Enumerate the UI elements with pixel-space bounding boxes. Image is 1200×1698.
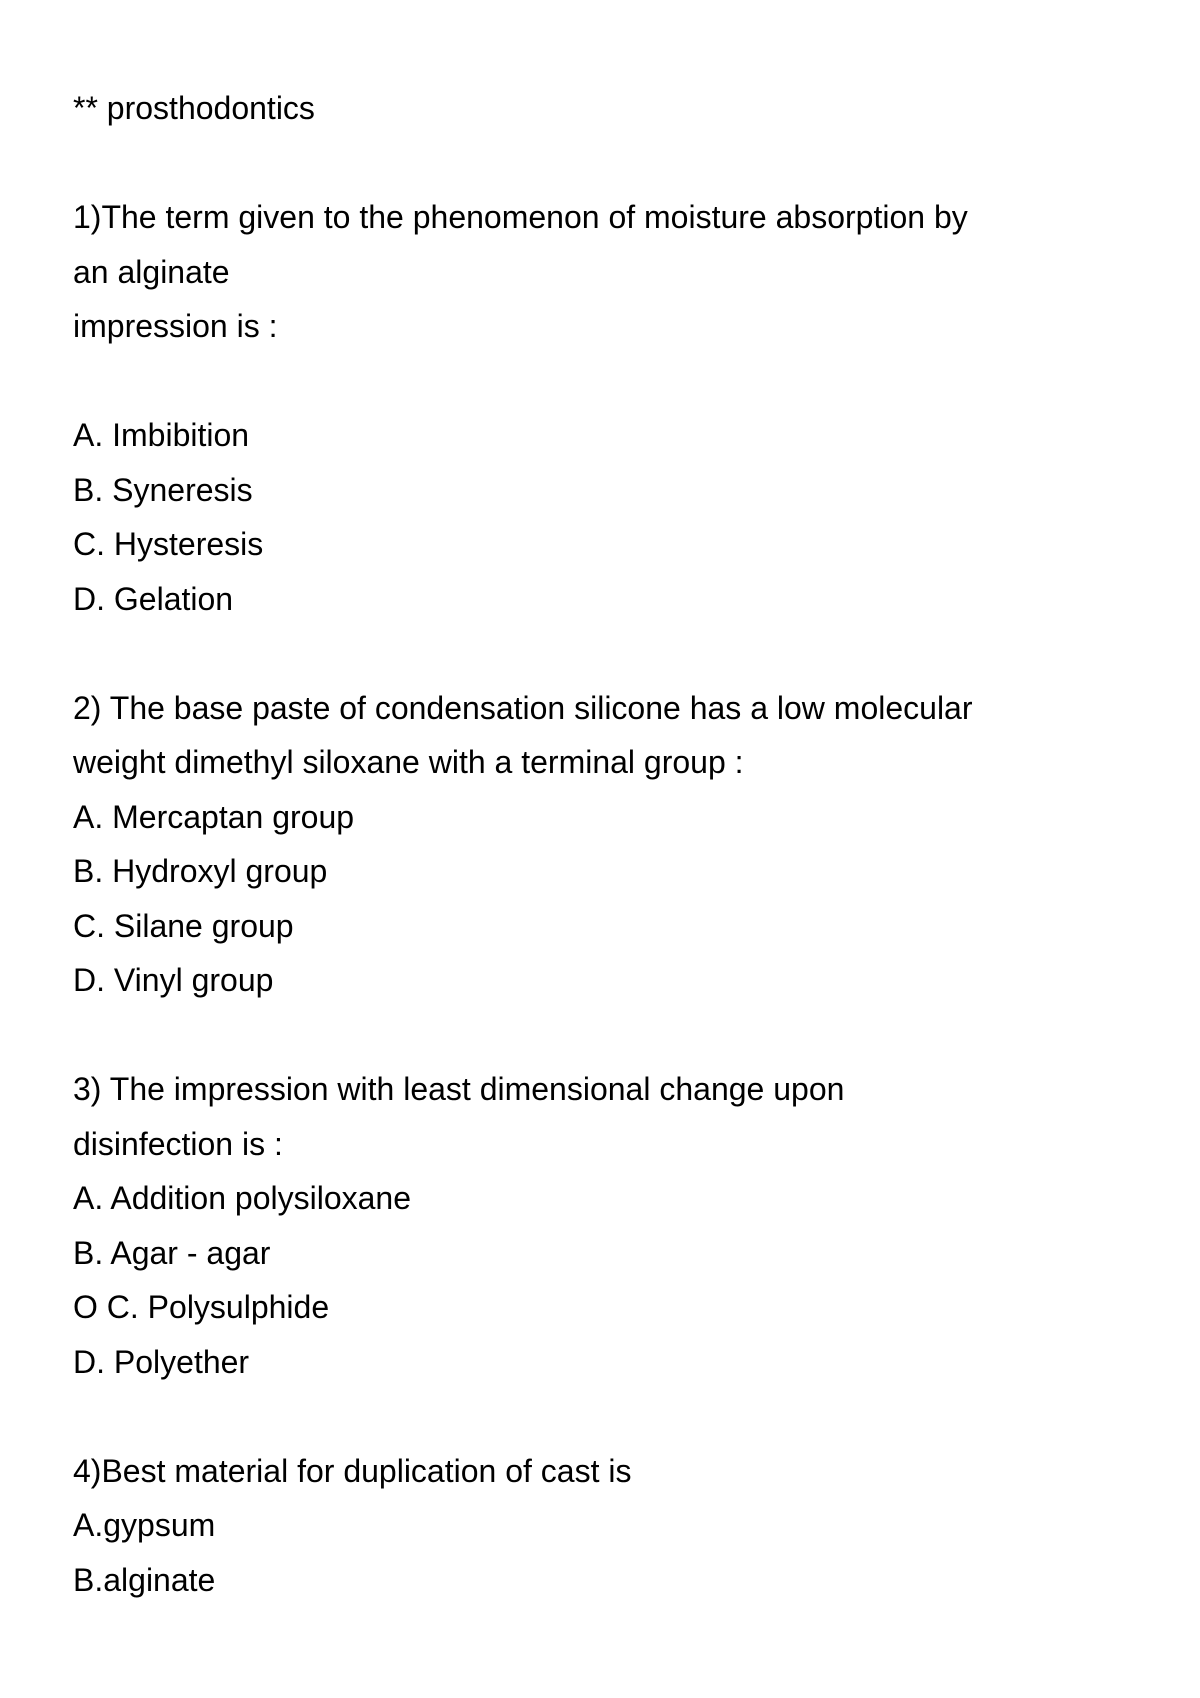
question-3-option-d: D. Polyether — [73, 1343, 250, 1380]
question-1-option-b: B. Syneresis — [73, 471, 253, 508]
question-4-option-b: B.alginate — [73, 1561, 216, 1598]
question-1-option-d: D. Gelation — [73, 580, 234, 617]
question-2-option-a: A. Mercaptan group — [73, 798, 355, 835]
question-2-stem-line-2: weight dimethyl siloxane with a terminal group : — [73, 744, 744, 780]
question-2 — [73, 681, 1200, 1008]
question-1 — [73, 190, 1200, 626]
question-1-option-a: A. Imbibition — [73, 417, 250, 453]
question-3-option-a: A. Addition polysiloxane — [73, 1180, 411, 1216]
question-1-stem-line-3: impression is : — [73, 308, 278, 344]
question-1-option-c: C. Hysteresis — [73, 526, 264, 562]
question-4 — [73, 1444, 1200, 1608]
question-2-option-c: C. Silane group — [73, 907, 294, 944]
question-3-stem-line-1: 3) The impression with least dimensional change upon — [73, 1071, 845, 1107]
spacer — [73, 1008, 1200, 1063]
question-1-stem-line-2: an alginate — [73, 253, 230, 290]
spacer — [73, 1389, 1200, 1444]
section-heading: ** prosthodontics — [73, 90, 315, 126]
spacer — [73, 136, 1200, 191]
spacer — [73, 354, 1200, 409]
spacer — [73, 626, 1200, 681]
question-3 — [73, 1062, 1200, 1389]
question-2-option-b: B. Hydroxyl group — [73, 853, 328, 889]
question-4-option-a: A.gypsum — [73, 1507, 216, 1543]
question-3-option-c: O C. Polysulphide — [73, 1289, 330, 1325]
question-4-stem-line-1: 4)Best material for duplication of cast is — [73, 1452, 632, 1489]
question-3-option-b: B. Agar - agar — [73, 1234, 271, 1271]
question-3-stem-line-2: disinfection is : — [73, 1125, 283, 1162]
question-1-stem-line-1: 1)The term given to the phenomenon of moisture absorption by — [73, 199, 968, 235]
question-2-option-d: D. Vinyl group — [73, 962, 274, 998]
question-2-stem-line-1: 2) The base paste of condensation silicone has a low molecular — [73, 689, 973, 726]
